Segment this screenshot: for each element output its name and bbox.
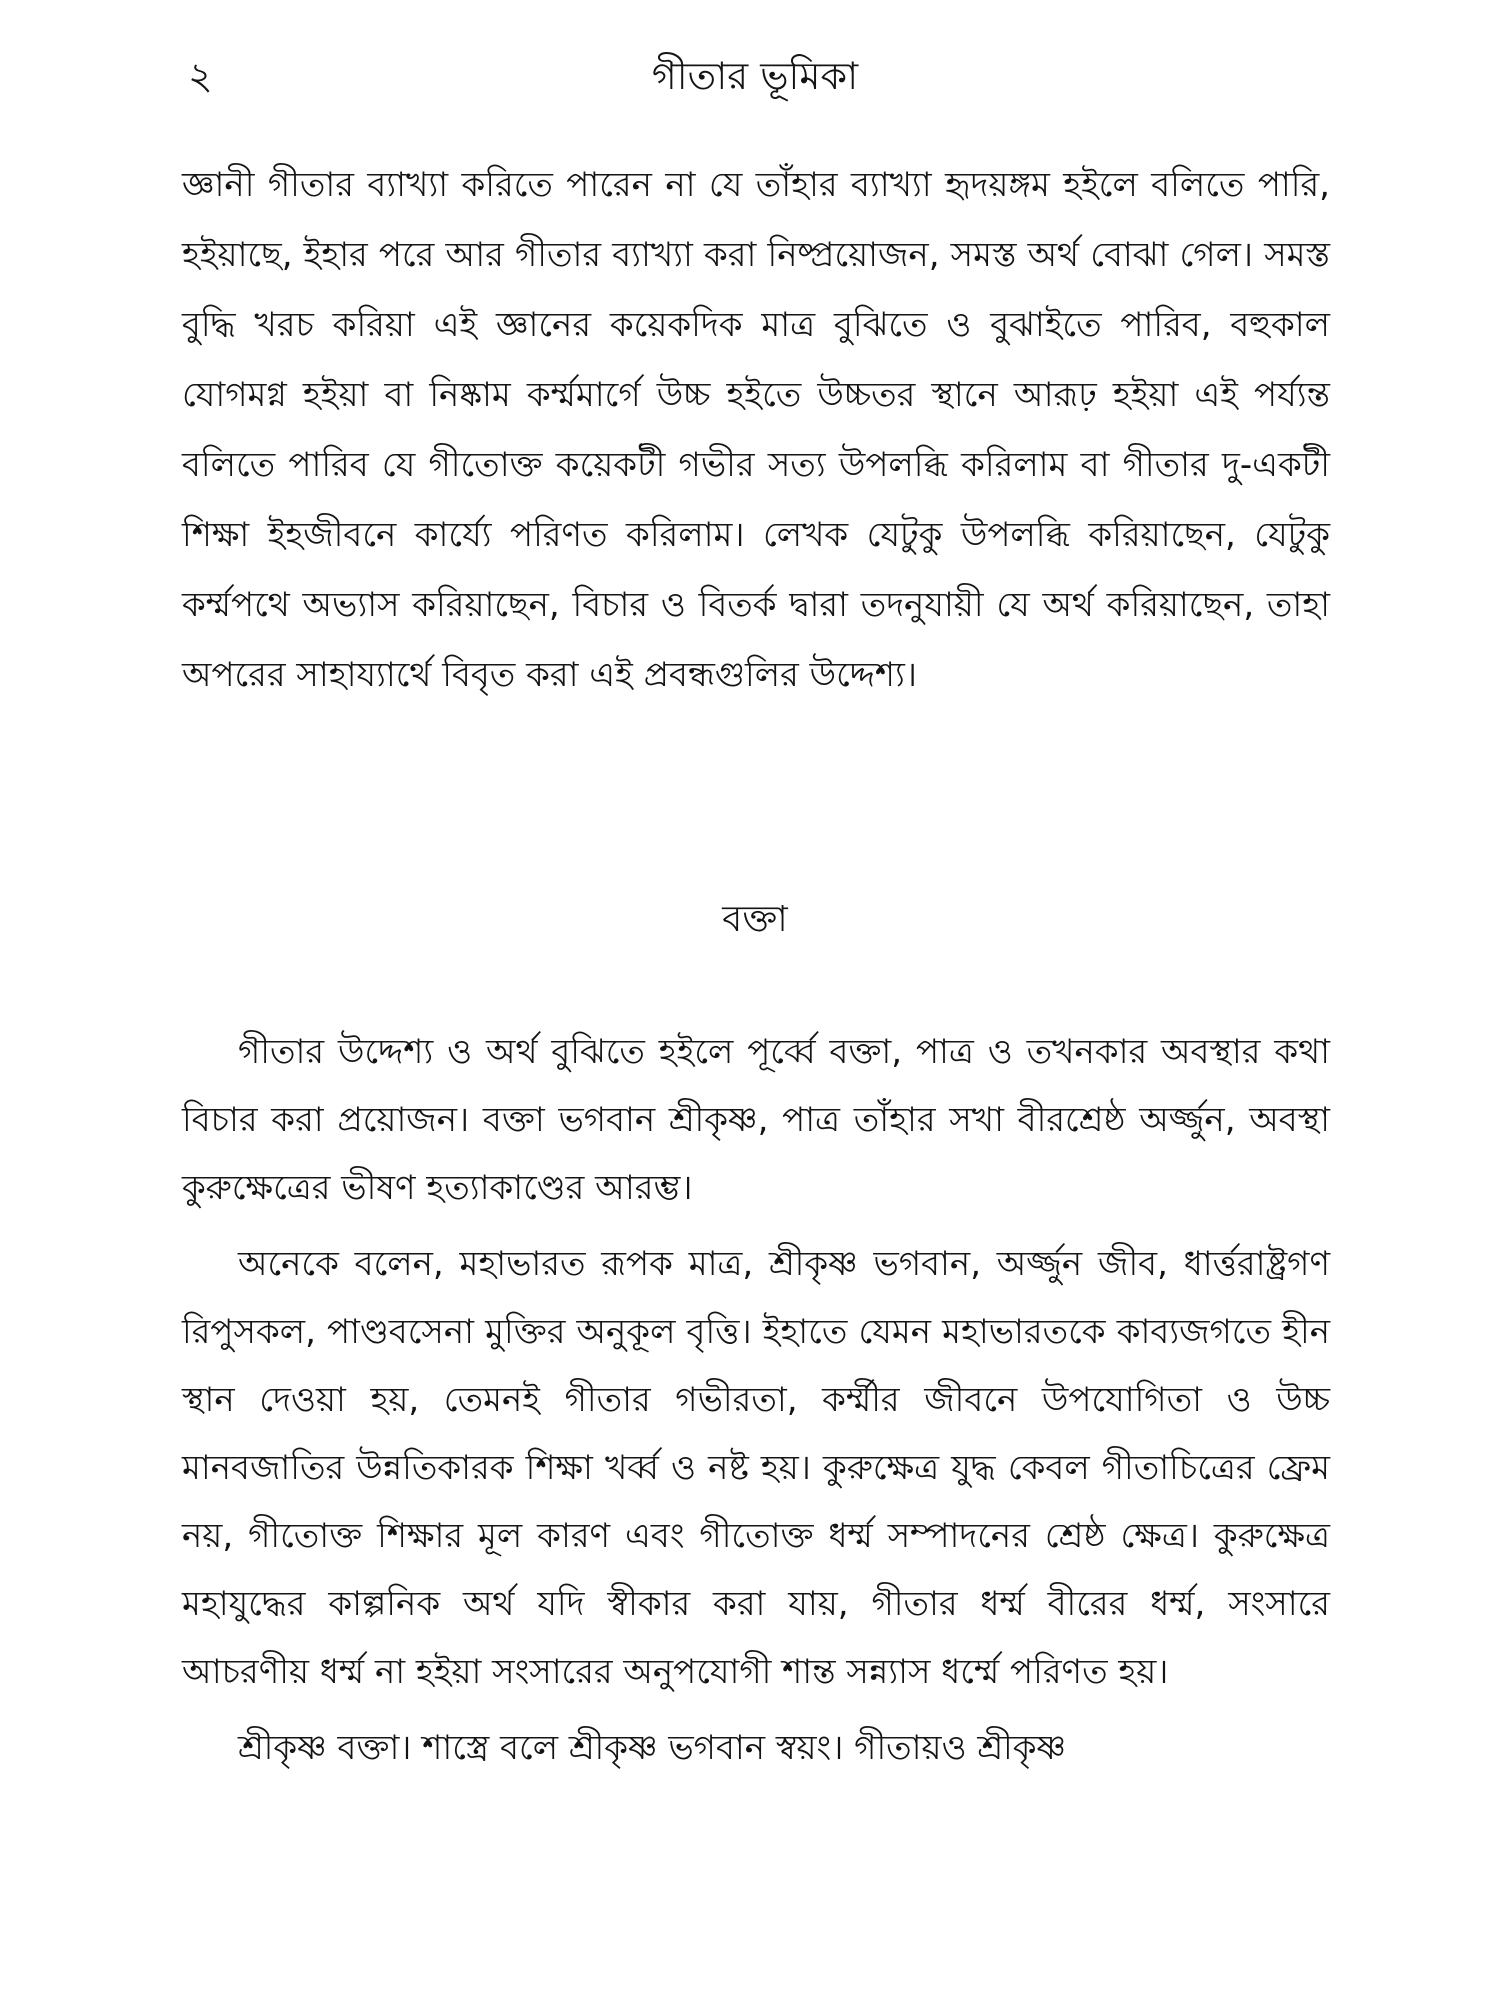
running-title: গীতার ভূমিকা bbox=[651, 54, 859, 98]
running-header bbox=[180, 48, 1330, 108]
paragraph-1: গীতার উদ্দেশ্য ও অর্থ বুঝিতে হইলে পূর্ব্বে বক্তা, পাত্র ও তখনকার অবস্থার কথা বিচার করা প্রয়োজন। বক্তা ভগবান শ্রীকৃষ্ণ, পাত্র তাঁহার সখা বীরশ্রেষ্ঠ অর্জ্জুন, অবস্থা কুরুক্ষেত্রের ভীষণ হত্যাকাণ্ডের আরম্ভ। bbox=[182, 1032, 1330, 1208]
intro-paragraph: জ্ঞানী গীতার ব্যাখ্যা করিতে পারেন না যে তাঁহার ব্যাখ্যা হৃদয়ঙ্গম হইলে বলিতে পারি, হইয়াছে, ইহার পরে আর গীতার ব্যাখ্যা করা নিষ্প্রয়োজন, সমস্ত অর্থ বোঝা গেল। সমস্ত বুদ্ধি খরচ করিয়া এই জ্ঞানের কয়েকদিক মাত্র বুঝিতে ও বুঝাইতে পারিব, বহুকাল যোগমগ্ন হইয়া বা নিষ্কাম কর্ম্মমার্গে উচ্চ হইতে উচ্চতর স্থানে আরূঢ় হইয়া এই পর্য্যন্ত বলিতে পারিব যে গীতোক্ত কয়েকটী গভীর সত্য উপলব্ধি করিলাম বা গীতার দু-একটী শিক্ষা ইহজীবনে কার্য্যে পরিণত করিলাম। লেখক যেটুকু উপলব্ধি করিয়াছেন, যেটুকু কর্ম্মপথে অভ্যাস করিয়াছেন, বিচার ও বিতর্ক দ্বারা তদনুযায়ী যে অর্থ করিয়াছেন, তাহা অপরের সাহায্যার্থে বিবৃত করা এই প্রবন্ধগুলির উদ্দেশ্য। bbox=[182, 165, 1330, 695]
paragraph-2: অনেকে বলেন, মহাভারত রূপক মাত্র, শ্রীকৃষ্ণ ভগবান, অর্জ্জুন জীব, ধার্ত্তরাষ্ট্রগণ রিপুসকল, পাণ্ডবসেনা মুক্তির অনুকূল বৃত্তি। ইহাতে যেমন মহাভারতকে কাব্যজগতে হীন স্থান দেওয়া হয়, তেমনই গীতার গভীরতা, কর্ম্মীর জীবনে উপযোগিতা ও উচ্চ মানবজাতির উন্নতিকারক শিক্ষা খর্ব্ব ও নষ্ট হয়। কুরুক্ষেত্র যুদ্ধ কেবল গীতাচিত্রের ফ্রেম নয়, গীতোক্ত শিক্ষার মূল কারণ এবং গীতোক্ত ধর্ম্ম সম্পাদনের শ্রেষ্ঠ ক্ষেত্র। কুরুক্ষেত্র মহাযুদ্ধের কাল্পনিক অর্থ যদি স্বীকার করা যায়, গীতার ধর্ম্ম বীরের ধর্ম্ম, সংসারে আচরণীয় ধর্ম্ম না হইয়া সংসারের অনুপযোগী শান্ত সন্ন্যাস ধর্ম্মে পরিণত হয়। bbox=[182, 1244, 1330, 1692]
section-body bbox=[182, 1018, 1330, 1790]
paragraph-3: শ্রীকৃষ্ণ বক্তা। শাস্ত্রে বলে শ্রীকৃষ্ণ ভগবান স্বয়ং। গীতায়ও শ্রীকৃষ্ণ bbox=[238, 1728, 1067, 1768]
page-number: ২ bbox=[188, 54, 213, 98]
section-heading: বক্তা bbox=[722, 899, 788, 940]
